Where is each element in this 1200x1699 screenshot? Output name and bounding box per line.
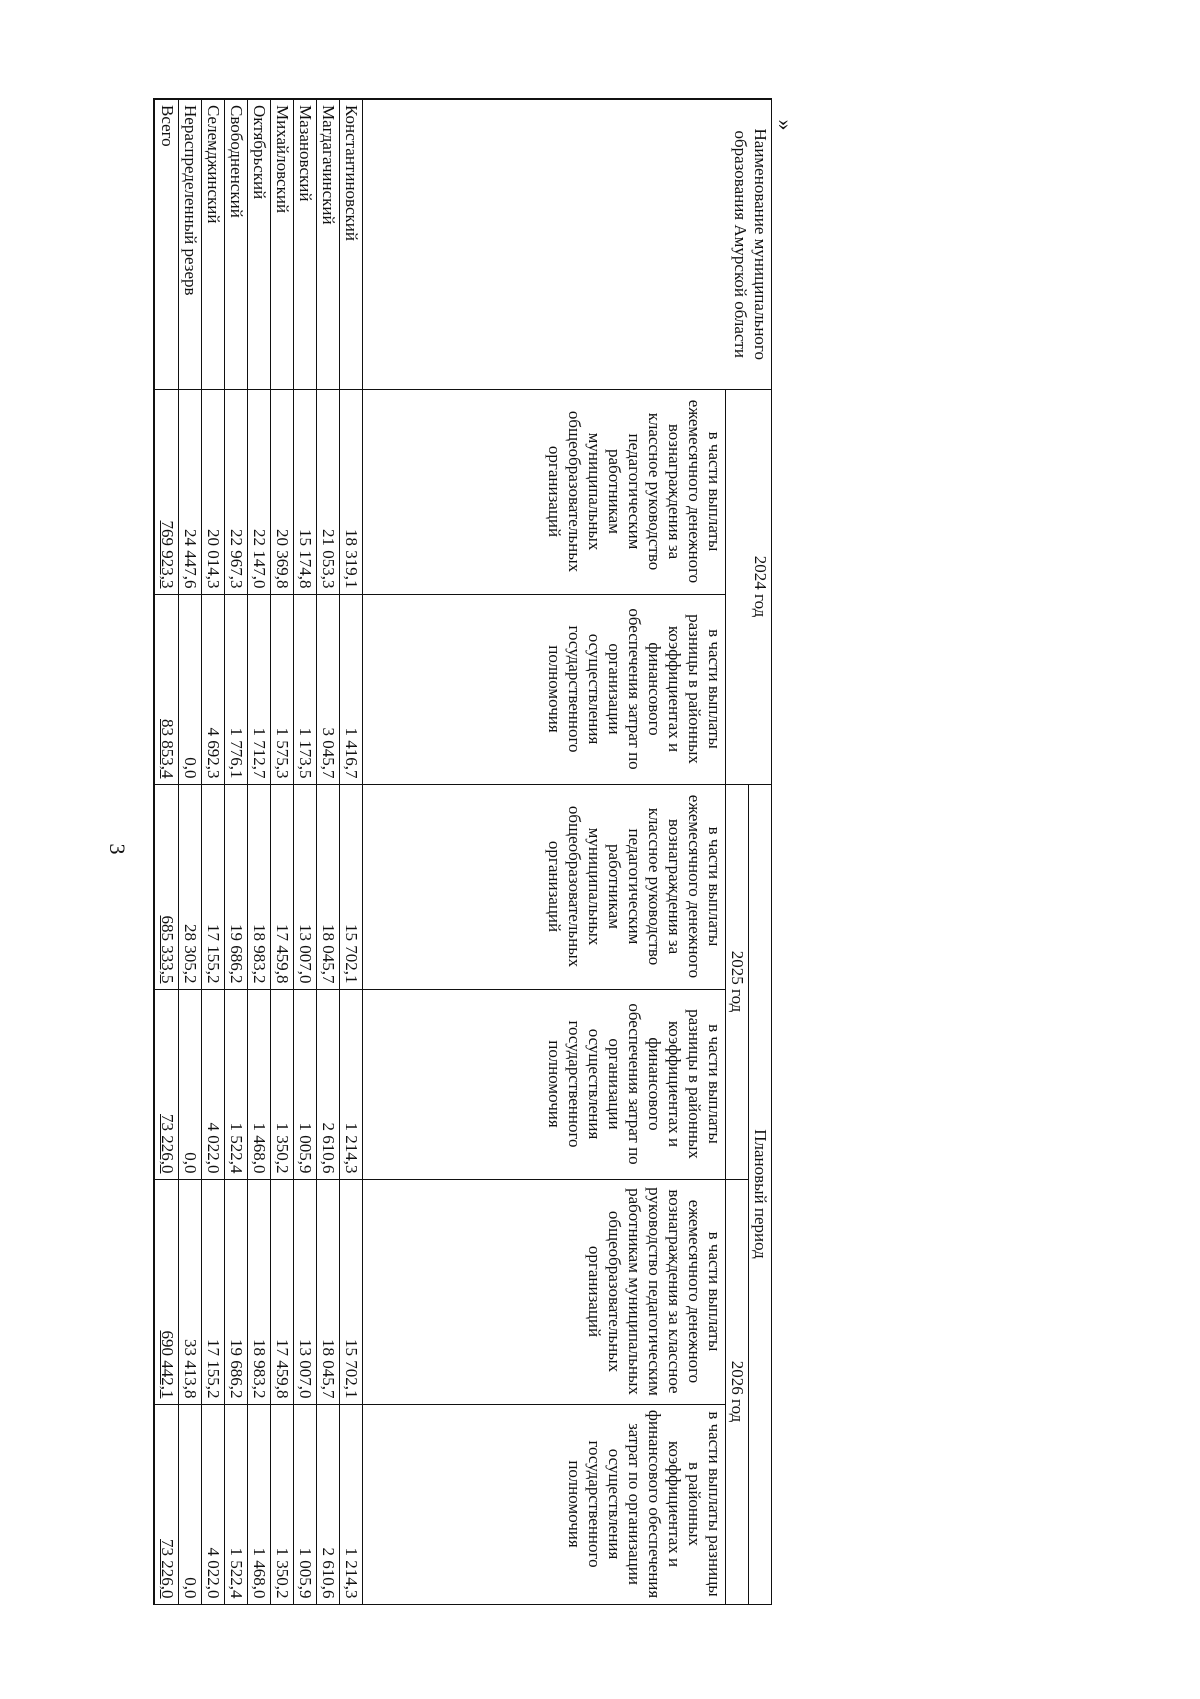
cell-2025-salary: 17 155,2 [201,784,224,989]
cell-total-2024-salary: 769 923,3 [154,389,178,594]
cell-2024-coefficient: 3 045,7 [316,594,339,784]
cell-2025-coefficient: 4 022,0 [201,989,224,1179]
cell-2025-salary: 19 686,2 [224,784,247,989]
cell-2026-coefficient: 1 350,2 [270,1404,293,1604]
header-year-2025: 2025 год [725,784,748,1179]
header-planned-period: Плановый период [748,784,771,1604]
cell-2024-coefficient: 1 416,7 [339,594,362,784]
cell-2026-salary: 17 155,2 [201,1179,224,1404]
cell-2025-coefficient: 1 005,9 [293,989,316,1179]
header-row-1 [748,99,771,1604]
cell-2024-coefficient: 1 712,7 [247,594,270,784]
cell-total-2026-salary: 690 442,1 [154,1179,178,1404]
header-year-2026: 2026 год [725,1179,748,1604]
cell-2025-salary: 18 045,7 [316,784,339,989]
header-name-column: Наименование муниципального образования Амурской области [362,99,771,389]
header-2025-coefficient: в части выплаты разницы в районных коэффициентах и финансового обеспечения затрат по организации осуществления государственного полномочия [362,989,725,1179]
cell-total-2026-coefficient: 73 226,0 [154,1404,178,1604]
cell-2024-coefficient: 1 575,3 [270,594,293,784]
cell-2025-salary: 28 305,2 [178,784,201,989]
cell-2024-salary: 20 014,3 [201,389,224,594]
table-row [293,99,316,1604]
cell-total-2025-salary: 685 333,5 [154,784,178,989]
cell-2026-salary: 17 459,8 [270,1179,293,1404]
cell-2026-coefficient: 1 005,9 [293,1404,316,1604]
cell-2025-salary: 13 007,0 [293,784,316,989]
cell-2026-coefficient: 1 468,0 [247,1404,270,1604]
cell-2025-salary: 18 983,2 [247,784,270,989]
cell-2026-coefficient: 2 610,6 [316,1404,339,1604]
cell-2025-coefficient: 1 214,3 [339,989,362,1179]
page-number: 3 [105,843,130,855]
cell-total-2024-coefficient: 83 853,4 [154,594,178,784]
row-municipality: Октябрьский [247,99,270,389]
row-municipality: Селемджинский [201,99,224,389]
cell-2024-coefficient: 1 173,5 [293,594,316,784]
header-2025-salary: в части выплаты ежемесячного денежного вознаграждения за классное руководство педагогическим работникам муниципальных общеобразовательных организаций [362,784,725,989]
cell-2024-coefficient: 4 692,3 [201,594,224,784]
cell-2026-coefficient: 1 522,4 [224,1404,247,1604]
cell-2025-coefficient: 1 350,2 [270,989,293,1179]
cell-2026-salary: 18 983,2 [247,1179,270,1404]
row-municipality: Михайловский [270,99,293,389]
table-row-total [154,99,178,1604]
cell-2025-coefficient: 0,0 [178,989,201,1179]
cell-2026-coefficient: 4 022,0 [201,1404,224,1604]
budget-table-rotated [157,98,772,1603]
cell-2025-salary: 17 459,8 [270,784,293,989]
cell-2025-salary: 15 702,1 [339,784,362,989]
cell-2024-salary: 22 147,0 [247,389,270,594]
cell-2026-salary: 33 413,8 [178,1179,201,1404]
table-row [247,99,270,1604]
table-row [339,99,362,1604]
row-municipality: Мазановский [293,99,316,389]
cell-2026-salary: 15 702,1 [339,1179,362,1404]
cell-total-2025-coefficient: 73 226,0 [154,989,178,1179]
row-municipality: Нераспределенный резерв [178,99,201,389]
table-row-reserve [178,99,201,1604]
cell-2026-coefficient: 0,0 [178,1404,201,1604]
cell-2026-salary: 19 686,2 [224,1179,247,1404]
budget-table [153,98,772,1605]
table-row [270,99,293,1604]
cell-2025-coefficient: 1 522,4 [224,989,247,1179]
cell-2025-coefficient: 2 610,6 [316,989,339,1179]
cell-2024-coefficient: 1 776,1 [224,594,247,784]
table-row [224,99,247,1604]
cell-2026-salary: 18 045,7 [316,1179,339,1404]
row-municipality: Свободненский [224,99,247,389]
header-2024-coefficient: в части выплаты разницы в районных коэффициентах и финансового обеспечения затрат по организации осуществления государственного полномочия [362,594,725,784]
header-2024-salary: в части выплаты ежемесячного денежного вознаграждения за классное руководство педагогическим работникам муниципальных общеобразовательных организаций [362,389,725,594]
row-municipality: Константиновский [339,99,362,389]
cell-2024-coefficient: 0,0 [178,594,201,784]
header-2026-salary: в части выплаты ежемесячного денежного вознаграждения за классное руководство педагогическим работникам муниципальных общеобразовательных организаций [362,1179,725,1404]
cell-2024-salary: 21 053,3 [316,389,339,594]
table-row [316,99,339,1604]
cell-2024-salary: 24 447,6 [178,389,201,594]
cell-2026-salary: 13 007,0 [293,1179,316,1404]
cell-2024-salary: 20 369,8 [270,389,293,594]
header-year-2024: 2024 год [725,389,771,784]
row-total-label: Всего [154,99,178,389]
cell-2024-salary: 15 174,8 [293,389,316,594]
header-2026-coefficient: в части выплаты разницы в районных коэффициентах и финансового обеспечения затрат по организации осуществления государственного полномочия [362,1404,725,1604]
cell-2024-salary: 22 967,3 [224,389,247,594]
cell-2025-coefficient: 1 468,0 [247,989,270,1179]
closing-quote-mark: » [773,119,798,131]
cell-2026-coefficient: 1 214,3 [339,1404,362,1604]
row-municipality: Магдагачинский [316,99,339,389]
table-row [201,99,224,1604]
cell-2024-salary: 18 319,1 [339,389,362,594]
